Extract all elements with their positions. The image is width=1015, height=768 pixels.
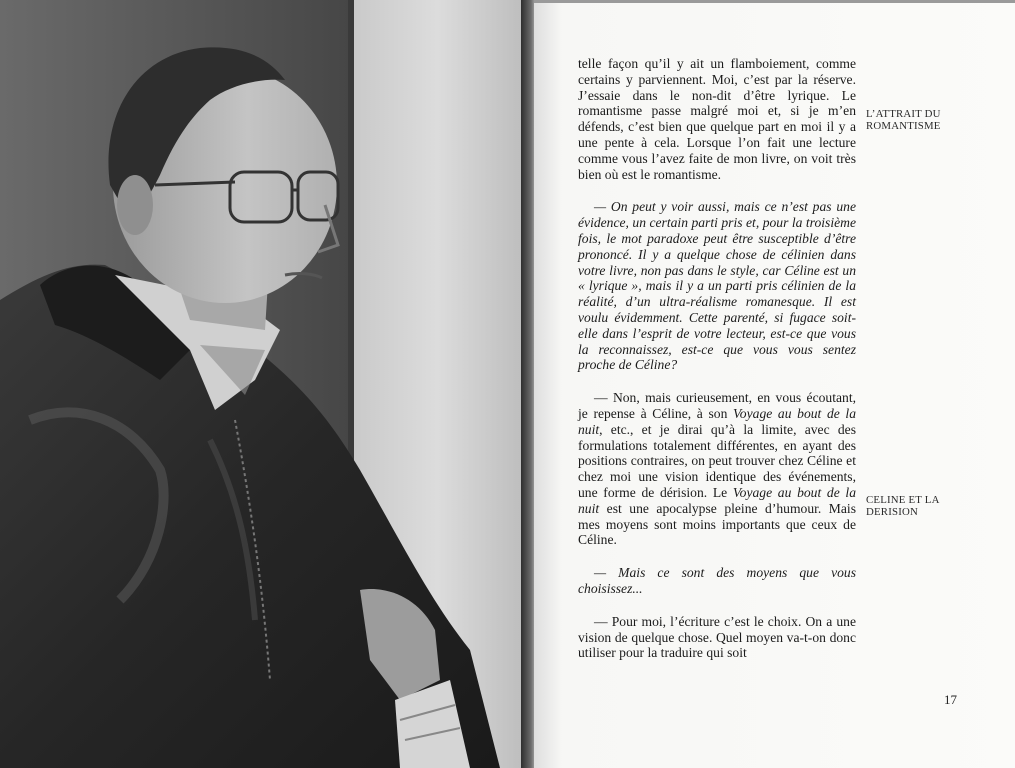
- paragraph: — Pour moi, l’écriture c’est le choix. On a une vision de quelque chose. Quel moyen va-t-on donc utiliser pour la traduire qui soit: [578, 613, 856, 661]
- page-edge: [534, 0, 1015, 3]
- interview-text: [578, 56, 856, 661]
- interviewer-question: — On peut y voir aussi, mais ce n’est pas une évidence, un certain parti pris et, pour la troisième fois, le mot paradoxe peut être susceptible d’être prononcé. Il y a quelque chose de célinien dans votre livre, non pas dans le style, car Céline est un « lyrique », mais il y a un parti pris célinien de la réalité, d’un ultra-réalisme romanesque. Il est voulu évidemment. Cette parenté, si fugace soit-elle dans l’esprit de votre lecteur, est-ce que vous la reconnaissez, est-ce que vous vous sentez proche de Céline?: [578, 199, 856, 373]
- interviewer-question: — Mais ce sont des moyens que vous choisissez...: [578, 565, 856, 596]
- paragraph: telle façon qu’il y ait un flamboiement, comme certains y parviennent. Moi, c’est par la réserve. J’essaie dans le non-dit d’être lyrique. Le romantisme passe malgré moi et, si je m’en défends, c’est bien que quelque part en moi il y a une pente à cela. Lorsque l’on fait une lecture comme vous l’avez faite de mon livre, on voit très bien où est le romantisme.: [578, 56, 856, 182]
- margin-note: CELINE ET LA DERISION: [866, 494, 940, 518]
- margin-note: L’ATTRAIT DU ROMANTISME: [866, 108, 941, 132]
- paragraph: — Non, mais curieusement, en vous écoutant, je repense à Céline, à son Voyage au bout de la nuit, etc., et je dirai qu’à la limite, avec des formulations totalement différentes, en ayant des positions contraires, on peut trouver chez Céline et chez moi une vision identique des événements, une forme de dérision. Le Voyage au bout de la nuit est une apocalypse pleine d’humour. Mais mes moyens sont moins importants que ceux de Céline.: [578, 390, 857, 548]
- book-title: Voyage au bout de la nuit: [578, 484, 856, 516]
- page-number: 17: [944, 692, 957, 707]
- book-title: Voyage au bout de la nuit: [578, 405, 857, 437]
